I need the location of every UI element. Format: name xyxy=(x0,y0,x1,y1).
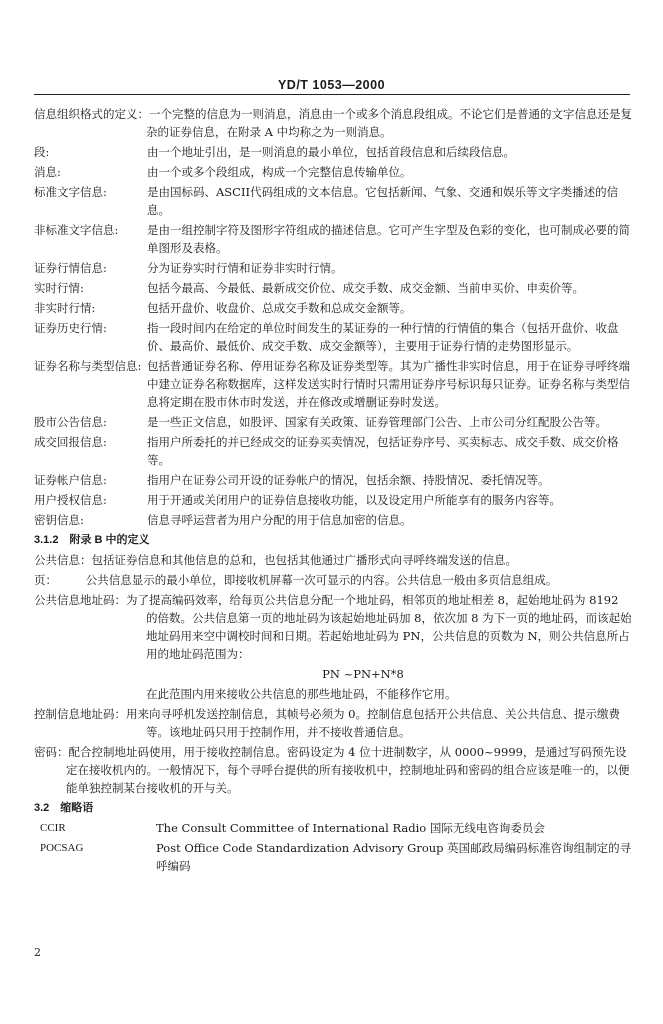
password-definition: 密码：配合控制地址码使用，用于接收控制信息。密码设定为 4 位十进制数字，从 0000~9999，是通过写码预先设定在接收机内的。一般情况下，每个寻呼台提供的所有接收机中，控制地址码和密码的组合应该是唯一的，以便能单独控制某台接收机的开与关。 xyxy=(34,745,630,795)
page-number: 2 xyxy=(34,946,41,959)
header-rule xyxy=(34,94,630,95)
definition-item: 段: 由一个地址引出，是一则消息的最小单位，包括首段信息和后续段信息。 xyxy=(34,145,515,159)
definition-item: 用户授权信息: 用于开通或关闭用户的证券信息接收功能，以及设定用户所能享有的服务内容等。 xyxy=(34,493,561,507)
definition-item: 证券名称与类型信息: 包括普通证券名称、停用证券名称及证券类型等。其为广播性非实时信息，用于在证券寻呼终端中建立证券名称数据库，这样发送实时行情时只需用证券序号标识每只证券。证券名称与类型信息将定期在股市休市时发送，并在修改或增删证券时发送。 xyxy=(34,359,630,409)
abbreviation-item: CCIR The Consult Committee of International Radio 国际无线电咨询委员会 xyxy=(40,821,545,835)
intro-paragraph: 信息组织格式的定义：一个完整的信息为一则消息，消息由一个或多个消息段组成。不论它们是普通的文字信息还是复杂的证券信息，在附录 A 中均称之为一则消息。 xyxy=(34,107,632,139)
document-id-header: YD/T 1053—2000 xyxy=(277,78,386,92)
section-heading-3-2: 3.2 缩略语 xyxy=(34,802,94,814)
definition-item: 非标准文字信息: 是由一组控制字符及图形字符组成的描述信息。它可产生字型及色彩的变化，也可制成必要的简单图形及表格。 xyxy=(34,223,630,255)
definition-item: 证券帐户信息: 指用户在证券公司开设的证券帐户的情况，包括余额、持股情况、委托情况等。 xyxy=(34,473,550,487)
page-content xyxy=(34,105,632,877)
range-note: 在此范围内用来接收公共信息的那些地址码，不能移作它用。 xyxy=(146,687,457,701)
public-info-definition: 公共信息：包括证券信息和其他信息的总和，也包括其他通过广播形式向寻呼终端发送的信息。 xyxy=(34,553,517,567)
page-definition: 页： 公共信息显示的最小单位，即接收机屏幕一次可显示的内容。公共信息一般由多页信息组成。 xyxy=(34,573,558,587)
definition-item: 股市公告信息: 是一些正文信息，如股评、国家有关政策、证券管理部门公告、上市公司分红配股公告等。 xyxy=(34,415,607,429)
definition-item: 消息: 由一个或多个段组成，构成一个完整信息传输单位。 xyxy=(34,165,412,179)
definition-item: 成交回报信息: 指用户所委托的并已经成交的证券买卖情况，包括证券序号、买卖标志、成交手数、成交价格等。 xyxy=(34,435,619,467)
abbreviation-item: POCSAG Post Office Code Standardization Advisory Group 英国邮政局编码标准咨询组制定的寻呼编码 xyxy=(40,841,632,873)
definition-item: 证券行情信息: 分为证券实时行情和证券非实时行情。 xyxy=(34,261,343,275)
definition-list xyxy=(34,143,632,529)
definition-item: 密钥信息: 信息寻呼运营者为用户分配的用于信息加密的信息。 xyxy=(34,513,412,527)
definition-item: 标准文字信息: 是由国标码、ASCII代码组成的文本信息。它包括新闻、气象、交通和娱乐等文字类播述的信息。 xyxy=(34,185,619,217)
address-range-formula: PN ~PN+N*8 xyxy=(322,667,404,681)
address-code-definition: 公共信息地址码：为了提高编码效率，给每页公共信息分配一个地址码，相邻页的地址相差 8，起始地址码为 8192 的倍数。公共信息第一页的地址码为该起始地址码加 8，依次加 8 为下一页的地址码，而该起始地址码用来空中调校时间和日期。若起始地址码为 PN，公共信息的页数为 N，则公共信息所占用的地址码范围为： xyxy=(34,593,632,661)
definition-item: 非实时行情: 包括开盘价、收盘价、总成交手数和总成交金额等。 xyxy=(34,301,412,315)
definition-item: 实时行情: 包括今最高、今最低、最新成交价位、成交手数、成交金额、当前申买价、申卖价等。 xyxy=(34,281,584,295)
control-address-definition: 控制信息地址码：用来向寻呼机发送控制信息，其帧号必须为 0。控制信息包括开公共信息、关公共信息、提示缴费等。该地址码只用于控制作用，并不接收普通信息。 xyxy=(34,707,620,739)
definition-item: 证券历史行情: 指一段时间内在给定的单位时间发生的某证券的一种行情的行情值的集合（包括开盘价、收盘价、最高价、最低价、成交手数、成交金额等），主要用于证券行情的走势图形显示。 xyxy=(34,321,619,353)
section-heading-3-1-2: 3.1.2 附录 B 中的定义 xyxy=(34,534,150,546)
